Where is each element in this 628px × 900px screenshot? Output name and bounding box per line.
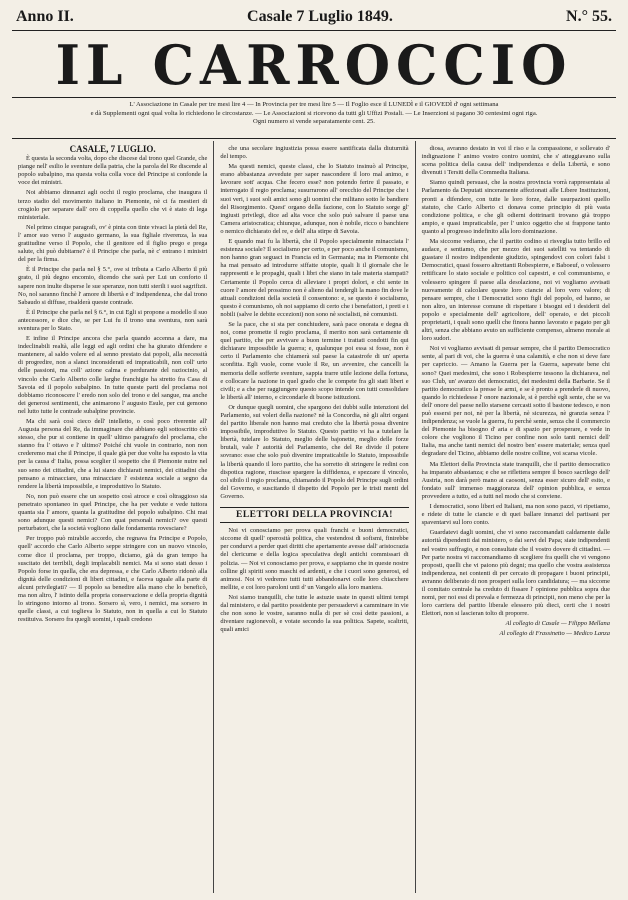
- top-rule: [12, 30, 616, 31]
- notice-line-2: e dà Supplementi ogni qual volta lo richiedono le circostanze. — Le Associazioni si ricevono da tutti gli Uffizi Postali. — Le Inserzioni si pagano 30 centesimi ogni riga.: [90, 109, 538, 117]
- paragraph: No, non può essere che un sospetto così atroce e così oltraggioso sia penetrato spontaneo in quel Principe, che ha per vedute e vede tuttora quanta sia l' amore, quanta la gratitudine del popolo subalpino. Chi mai sono adunque questi nemici? Con quai personali nemici? ove questi perturbatori, che la società vogliono dalle fondamenta rovesciare?: [18, 492, 208, 533]
- paragraph: Noi abbiamo dinnanzi agli occhi il regio proclama, che inaugura il terzo stadio del movimento italiano in Piemonte, nè ci fa mestieri di crogiolo per separare dall' oro di coppella quello che vi è stato di lega ministeriale.: [18, 189, 208, 221]
- subscription-notice: [12, 98, 616, 138]
- electors-heading: ELETTORI DELLA PROVINCIA!: [220, 507, 408, 523]
- paragraph: Nel primo cinque paragrafi, ov' è pinta con tinte vivaci la pietà del Re, l' amor suo verso l' augusto germano, la sua figliale riverenza, la sua gratitudine verso il Popolo, che il genitore ed il figlio prego e prega salute, chi può dubitarne? è il Principe che parla, nè c' entrano i ministri del per la firma.: [18, 223, 208, 264]
- paragraph: Noi vi vogliamo avvisati di pensar sempre, che il partito Democratico sente, al pari di voi, che la guerra è una calamità, e che non si deve fare per capriccio. — Amano la Guerra per la Guerra, sapevate bene chi sono? Quei medesimi, che sono i Robespierre tessono la dichiarava, nel suo Club, un' avanzo dei democratici, dei medesimi della Barbarie. Se il partito democratico la presse le armi, e se è pronto a prenderle di nuovo, quando lo richiedesse l' onore nazionale, si è perchè egli sente, che se va dell' onore del paese nello starsene cercasti sotto il bastone tedesco, e non può essersi per noi, nè per la libertà, nè sicurezza, nè granzia senza l' indipendenza; se vuole la guerra, fu perchè sente, senza che il commercio del Piemonte ha bisogno d' aria e di spazio per prosperare, e vede in colore che vogliono il Ticino per confine non solo tanti nemici dell' Italia, ma anche tanti nemici del nostro ben' essere materiale; senza quel degradare del Ticino, abbiamo delle nostre colline, voi scarsa vicole.: [421, 345, 610, 458]
- notice-rule: [12, 138, 616, 139]
- column-1: [12, 141, 213, 893]
- issue-number: N.° 55.: [566, 8, 612, 25]
- masthead-title: IL CARROCCIO: [55, 33, 573, 98]
- paragraph: Guardatevi dagli uomini, che vi sono raccomandati caldamente dalle autorità dipendenti dai ministero, o dai servi del Papa; siate indipendenti nel vostro suffragio, e non consultate che il vostro dovere di cittadini. — Per parte nostra vi raccomandiamo di scegliere fra quelli che vi vengono proposti, quelli che vi paiono più degni; ma quello che vostra assistenza indipendenza, nei contenti di per cercato di propagare i buoni principii, avranno deliberato di non prosperi sulla loro candidatura; — ma siccome il comitato centrale ha creduto di fissare l' opinione pubblica sopra due nomi, per noi essi di prevala e fermezza di principii, non meno che per la loro carriera del partito liberale elessero più dieci, certi che i nostri Elettori, non si lascieran tolto di proporre.: [421, 529, 610, 618]
- paragraph: È questa la seconda volta, dopo che discese dal trono quel Grande, che piange nell' esilio le sventure della patria, che la parola del Re discende al popolo subalpino, ma questa volta colla voce del Principe si confonde la voce dei ministri.: [18, 155, 208, 187]
- paragraph: E quando mai fu la libertà, che il Popolo specialmente minacciata l' esistenza sociale? Il socialismo per certo, e per poco anche il comunismo, non hanno gran seguaci in Francia ed in Germania; ma in Piemonte chi ha mai pensato ad introdurre siffatte utopie, quali li il giornale che le rappresenti e le propaghi, quali i libri che siano in tale materia stampati? Certamente il Popolo cerca di alleviare i propri dolori, e chi sente in cuore l' amore del prossimo non è alieno dal tendergli la mano fin dove le attuali condizioni della società il consentono: e, se questo è socialismo, questo è comunismo, oh noi sappiamo di certo che i benefattori, i preti e i nobili (salve le debite eccezioni) non sono nè socialisti, nè comunisti.: [220, 238, 409, 318]
- paragraph: Ma siccome vediamo, che il partito codino si risveglia tutto brillo ed audace, e sentiamo, che per mezzo dei suoi satelliti va tentando di guastare il nostro indipendente giudizio, spingendovi con colori falsi i Democratici, quasi fossero altrettanti Robespierre, e Baboeuf, o volessero rettificare lo stato sociale e politico col capestri, e col communismo, e volessero spingere il paese alla desolazione, noi vi vogliamo avvisati nuovamente di calcolare queste loro ciancie al loro vero valore; di pensare sempre, che i Democratici sono figli del popolo, ed hanno, se non altro, un interesse comune di rispettare i bisogni ed i desiderii del popolo e specialmente dell' agricoltore, dell' operaio, e dei piccoli proprietarii, i quali sono quelli che finora hanno lavorato e pagato per gli altri, senza che abbiano avuto un sufficiente compenso, almeno morale ai loro sudori.: [421, 238, 610, 343]
- paragraph: Per troppo può mirabile accordo, che regnava fra Principe e Popolo, quell' accordo che Carlo Alberto seppe stringere con un nuovo vincolo, come dice il proclama, per troppo, diciamo, già da gran tempo ha suscitato dei terribili, degli implacabili nemici. Ma si sono stati desso i Popolo forse in quella, che era depressa, e che Carlo Alberto ridonò alla dignità delle condizioni di liberi cittadini, e faceva uguale alla parte di alcuni privilegiati? — Il popolo sa benedire alla mano che lo beneficò, ma non altro, l' istinto della propria conservazione e della propria dignità lo stringono intorno al trono. Sorsero sì, vero, i nemici, ma sorsero in quelle classi, a cui toglieva lo Statuto, non in quella a cui lo Statuto restituiva. Sorsero fra quegli uomini, i quali credono: [18, 535, 208, 624]
- paragraph: Noi vi conosciamo per prova quali franchi e buoni democratici, siccome di quell' operosità politica, che vestendosi di sofismi, finirebbe per condurvi a perder quei diritti che apertamente avesse dall' aristocrazia del clericume e della logica speculativa degli antichi commissari di polizia. — Noi vi conosciamo per prova, e sappiamo che in queste nostre colline gli spiriti sono maschi ed ardenti, e che i cuori sono generosi, ed animosi. Noi vi vedremo tutti tutti abbandonarvi colle loro chiacchere mellite, e coi loro paroloni unti d' un Vangelo alla loro maniera.: [220, 527, 409, 591]
- dateline: [12, 8, 616, 30]
- column-3: [415, 141, 616, 893]
- paragraph: Noi siamo tranquilli, che tutte le astuzie usate in questi ultimi tempi dal ministero, e dal partito possidente per persuadervi a camminare in vie che non sono le vostre, saranno nulla di per sè così dette passioni, a diventare ragionevoli, e votate secondo la sua politica. Sapete, scaltriti, quali amici: [220, 593, 409, 634]
- issue-year: Anno II.: [16, 8, 74, 25]
- paragraph: Ma chi sarà così cieco dell' intelletto, o così poco riverente all' Augusta persona del Re, da immaginare che abbiano egli sottoscritto ciò stesso, che pur si contiene in quell' ultimo paragrafo del proclama, che stanno fra l' ottavo e l' ultimo? Poiché chi vuole in contrario, non non crederemo mai che il Principe, il quale già per due volte ha esposto la vita per la causa d' Italia, possa sceglier il sospetto che il Piemonte nutre nel suo seno dei cittadini, che a lui siano dichiarati nemici, dei cittadini che pensano a minacciare, una minacciare l' esistenza sociale a segno da rendere la libertà impossibile, e improduttivo lo Statuto.: [18, 418, 208, 490]
- article-heading: CASALE, 7 LUGLIO.: [69, 144, 156, 154]
- paragraph: I democratici, sono liberi ed Italiani, ma non sono pazzi, vi ripetiamo, e ridete di tutte le ciancie e di quei ballare innanzi del partisani per spaventarvi sul loro conto.: [421, 503, 610, 527]
- article-columns: [12, 141, 616, 893]
- place-date: Casale 7 Luglio 1849.: [247, 8, 393, 25]
- paragraph: Ma questi nemici, queste classi, che lo Statuto insinuò al Principe, erano abbastanza avvedute per saper nascondere il loro mal animo, e lavorare sott' acqua. Che fecero esse? non potendo ferire il passato, e interrogato il regio proclama; susurrarono all' orecchio del Principe che i suoi veri, i suoi soli amici sono gli uomini che militano sotto le bandiere del Risorgimento. Quest' organo della fazione, con lo Statuto sorge gl' ingiusti privilegi, dice ad alta voce che solo può salvare il paese una Camera aristocratica; chiunque, adunque, non è nobile, ricco o banchiere o nemico dichiarato del re, e dell' alta stirpe di Savoia.: [220, 163, 409, 235]
- paragraph: Se la pace, che si sta per conchiudere, sarà pace onorata e degna di noi, come promette il regio proclama, il merito non sarà certamente di quel partito, che per avvivare a buon termine i trattati condotti fin qui dichiarare impossibile la guerra; e, qualunque poi essa si fosse, non è certo il Parlamento che chiamerà sul paese la catastrofe di un' aperta sconfitta. Egli vuole, come vuole il Re, un avvenire, che cancelli la memoria delle sofferte sventure, sappia trarre utile lezione della fortuna, e collocare la nazione in quel grado che le compete fra gli stati liberi e civili; e a che per raggiungere questo scopo intende con tutti consolidare le libertà all' interno, e circondarle di buone istituzioni.: [220, 320, 409, 401]
- notice-line-1: L' Associazione in Casale per tre mesi lire 4 — In Provincia per tre mesi lire 5 — Il Foglio esce il LUNEDÌ e il GIOVEDÌ d' ogni settimana: [129, 101, 499, 108]
- paragraph: E infine il Principe ancora che parla quando accenna a dare, ma indeclinabili realtà, alle leggi ed agli ordini che ha giurato difendere e mantenere, al saldo volere ed al senno prestato dai popoli, alla necessità di progredire, non a slanci inconsiderati ed impraticabili, non coll' urto delle passioni, ma coll' azione calma e perdurante del raziocinio, al vincolo che Carlo Alberto colle larghe franchigie ha stretto fra Casa di Savoia ed il popolo subalpino. In tutte queste parti del proclama noi dobbiamo riconoscere l' eredo non solo del trono e del sangue, ma anche dei generosi sentimenti, che animarono l' augusto Esule, per cui gemono nel lutto tutte le contrade subalpine provincie.: [18, 335, 208, 415]
- paragraph: Or dunque quegli uomini, che spargono dei dubbi sulle intenzioni del Parlamento, sui voleri della nazione? nè la Concordia, nè gli altri organi del partito liberale non hanno mai creduto che la libertà possa divenire impossibile, improduttivo lo Statuto. Questo partito vi ha a tutelare la libertà, tutelare lo Statuto, meglio delle bajonette, meglio delle forze brutali, vale l' autorità del Parlamento, che del Re divide il potere sovrano: esse che solo può divenire impraticabile lo Statuto, impossibile la libertà quando il loro partito, che ha sorretto di stringere le redini con dispotica ragione, riuscisse spargere la diffidenza, e spezzare il vincolo, col sibilo il regio proclama, chiamando il Popolo del Principe sugli ordini del Governo, e suscitando il dispetto del Popolo per le tristi menti del Governo.: [220, 403, 409, 500]
- paragraph: È il Principe che parla nel § 6.°, in cui Egli si propone a modello il suo antecessore, e dice che, se per Lui fu il trono una sventura, non sarà sventura per lo Stato.: [18, 308, 208, 332]
- candidate-frassinetto: Al collegio di Frassinetto — Medico Lanza: [499, 630, 610, 638]
- paragraph: diosa, avranno destato in voi il riso e la compassione, e sollevato d' indignazione l' animo vostro contro uomini, che s' atteggiavano sulla scena politica della causa dell' indipendenza e della Libertà, e sono divenuti i Tersiti della Commedia Italiana.: [421, 145, 610, 177]
- paragraph: È il Principe che parla nel § 5.°, ove si tributa a Carlo Alberto il più grato, il più degno encomio, dicendo che sarà per Lui un conforto il sapere non inulte disperse le sue speranze, non tutti sterili i suoi sagrifizii. No, nol saranno finchè l' amore di libertà e d' indipendenza, che dal trono Sabaudo si diffuse, risalderà queste contrade.: [18, 266, 208, 306]
- paragraph: Ma Elettori della Provincia state tranquilli, che il partito democratico ha imparato abbastanza; e che se riflettera sempre il bosco sacrilego dell' Austria, non darà però mano ai caosoni, senza esser sicuro dell' esito, e fondato sull' immenso maggioranza dell' opinion pubblica, e senza provvedere a tutto, ed a tutti nel modo che si conviene.: [421, 460, 610, 500]
- candidate-casale: Al collegio di Casale — Filippo Mellana: [505, 620, 610, 628]
- newspaper-page: [12, 8, 616, 892]
- column-2: [213, 141, 414, 893]
- paragraph: Siamo quindi persuasi, che la nostra provincia vorrà rappresentata al Parlamento da Deputati sinceramente affezionati alle Libere Instituzioni, pronti a difendere, con tutte le loro forze, dalle usurpazioni quello statuto, che Carlo Alberto ci donava come principio di più vasta condizione politica, e che gli odierni dottrinarii trovano già troppo ampio, e quasi impraticabile, per l' unico oggetto che si frappone tanto quanto al progresso indefinito alla loro dominazione.: [421, 179, 610, 235]
- notice-line-3: Ogni numero si vende separatamente cent. 25.: [253, 118, 375, 126]
- paragraph: che una secolare ingiustizia possa essere santificata dalla diuturnità del tempo.: [220, 145, 409, 161]
